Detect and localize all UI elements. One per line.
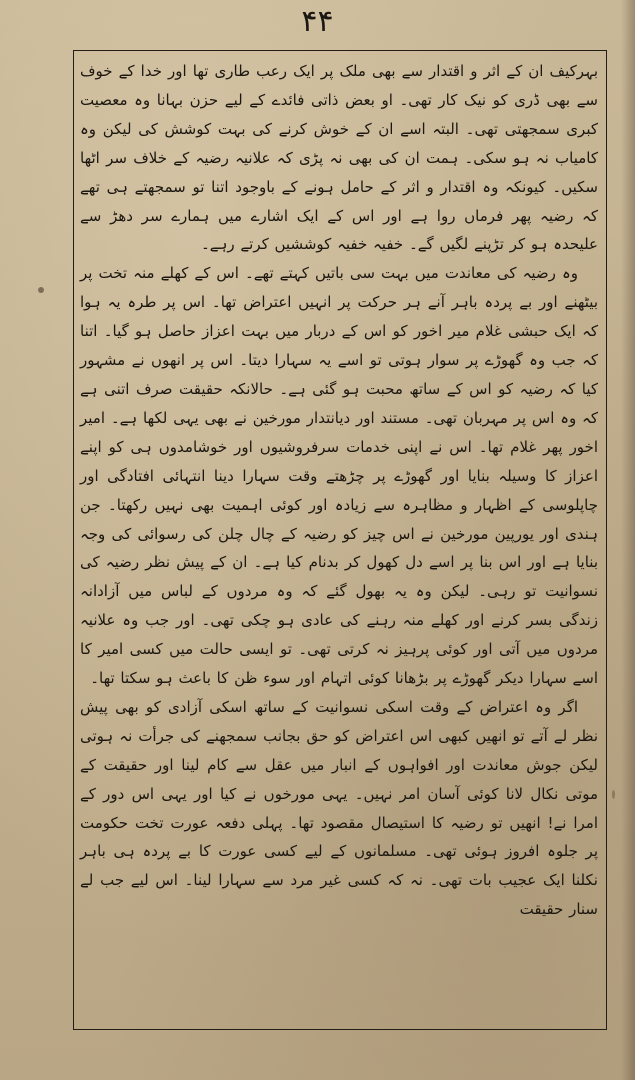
paragraph: اگر وہ اعتراض کے وقت اسکی نسوانیت کے ساتھ اسکی آزادی کو بھی پیش نظر لے آتے تو انھیں کبھی اس اعتراض کو حق بجانب سمجھنے کی جرأت نہ ہوتی لیکن جوش معاندت اور افواہوں کے انبار میں عقل سے کام لینا اور حقیقت کے موتی نکال لانا کوئی آسان امر نہیں۔ یہی مورخوں نے کیا اور یہی اس دور کے امرا نے! انھیں تو رضیہ کا استیصال مقصود تھا۔ پہلی دفعہ عورت تخت حکومت پر جلوہ افروز ہوئی تھی۔ مسلمانوں کے لیے کسی عورت کا بے پردہ ہی باہر نکلنا ایک عجیب بات تھی۔ نہ کہ کسی غیر مرد سے سہارا لینا۔ اس لیے جب لے سنار حقیقت xyxy=(80,697,598,919)
ink-spot xyxy=(38,287,44,293)
text-frame xyxy=(73,50,607,1030)
page-number: ۴۴ xyxy=(301,4,334,39)
ink-spot xyxy=(612,790,615,799)
paragraph: وہ رضیہ کی معاندت میں بہت سی باتیں کہتے تھے۔ اس کے کھلے منہ تخت پر بیٹھنے اور بے پردہ باہر آنے ہر حرکت پر انہیں اعتراض تھا۔ اس پر طرہ یہ ہوا کہ ایک حبشی غلام میر اخور کو اس کے دربار میں بہت اعزاز حاصل ہو گیا۔ اتنا کہ جب وہ گھوڑے پر سوار ہوتی تو اسے یہ سہارا دیتا۔ اس پر انھوں نے مشہور کیا کہ رضیہ کو اس کے ساتھ محبت ہو گئی ہے۔ حالانکہ حقیقت صرف اتنی ہے کہ وہ اس پر مہربان تھی۔ مستند اور دیانتدار مورخین نے بھی یہی لکھا ہے۔ امیر اخور پھر غلام تھا۔ اس نے اپنی خدمات سرفروشیوں اور خوشامدوں ہی کو اپنے اعزاز کا وسیلہ بنایا اور گھوڑے پر چڑھتے وقت سہارا دینا انتہائی افتادگی اور چاپلوسی کے اظہار و مظاہرہ سے زیادہ اور کوئی اہمیت بھی نہیں رکھتا۔ جن ہندی اور یورپین مورخین نے اس چیز کو رضیہ کے چال چلن کی رسوائی کی وجہ بنایا ہے اور اس بنا پر اسے دل کھول کر بدنام کیا ہے۔ ان کے پیش نظر رضیہ کی نسوانیت تو رہی۔ لیکن وہ یہ بھول گئے کہ وہ مردوں کے لباس میں آزادانہ زندگی بسر کرنے اور کھلے منہ رہنے کی عادی ہو چکی تھی۔ اور جب وہ علانیہ مردوں میں آتی اور کوئی پرہیز نہ کرتی تھی۔ تو ایسی حالت میں کسی امیر کا اسے سہارا دیکر گھوڑے پر بڑھانا کوئی اتہام اور سوء ظن کا باعث ہو سکتا تھا۔ xyxy=(80,264,598,688)
text-body xyxy=(80,57,598,924)
paragraph: بہرکیف ان کے اثر و اقتدار سے بھی ملک پر ایک رعب طاری تھا اور خدا کے خوف سے بھی ڈری کو نیک کار تھی۔ او بعض ذاتی فائدے کے لیے حزن بہانا وہ معصیت کبری سمجھتی تھی۔ البتہ اسے ان کے خوش کرنے کی بہت کوشش کی لیکن وہ کامیاب نہ ہو سکی۔ ہمت ان کی بھی نہ پڑی کہ علانیہ رضیہ کے خلاف سر اٹھا سکیں۔ کیونکہ وہ اقتدار و اثر کے حامل ہونے کے باوجود اتنا تو سمجھتے ہی تھے کہ رضیہ پھر فرماں روا ہے اور اس کے ایک اشارے میں ہمارے سر دھڑ سے علیحدہ ہو کر تڑپنے لگیں گے۔ خفیہ خفیہ کوششیں کرتے رہے۔ xyxy=(80,62,598,254)
page-edge-shadow xyxy=(621,0,635,1080)
